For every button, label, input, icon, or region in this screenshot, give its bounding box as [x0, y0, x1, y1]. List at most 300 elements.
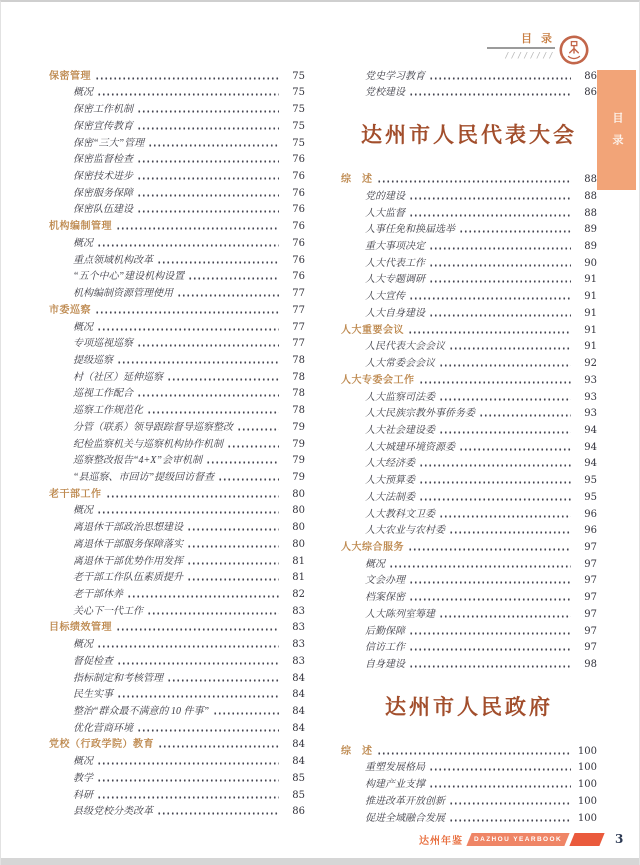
toc-column-left — [49, 66, 305, 818]
corner-divider — [487, 47, 555, 49]
dot-leader — [188, 277, 279, 280]
side-tab-toc[interactable] — [597, 70, 636, 190]
toc-entry-label: 人民代表大会会议 — [365, 341, 445, 353]
dot-leader — [409, 297, 571, 300]
toc-entry[interactable] — [49, 116, 305, 133]
toc-entry-label: 人大代表工作 — [365, 257, 425, 269]
toc-entry[interactable] — [49, 701, 305, 718]
toc-entry-page: 91 — [584, 307, 597, 319]
dot-leader — [237, 428, 279, 431]
toc-entry-page: 79 — [292, 471, 305, 483]
corner-hatch: //////// — [504, 51, 555, 60]
dot-leader — [117, 695, 279, 698]
toc-entry-page: 79 — [292, 438, 305, 450]
toc-entry-page: 79 — [292, 455, 305, 467]
side-tab-label: 目录 — [611, 112, 623, 156]
toc-entry[interactable] — [49, 484, 305, 501]
dot-leader — [137, 127, 279, 130]
toc-entry-page: 76 — [292, 171, 305, 183]
toc-entry-page: 100 — [577, 762, 597, 774]
toc-entry-label: 保密工作机制 — [73, 104, 133, 116]
toc-entry-page: 86 — [292, 806, 305, 818]
dot-leader — [218, 478, 279, 481]
dot-leader — [449, 531, 571, 534]
dot-leader — [97, 328, 279, 331]
toc-entry-page: 92 — [584, 358, 597, 370]
toc-entry[interactable] — [49, 601, 305, 618]
toc-entry-label: 人大常委会会议 — [365, 358, 435, 370]
toc-entry-label: 重点领域机构改革 — [73, 254, 153, 266]
toc-entry-label: 离退休干部服务保障落实 — [73, 538, 183, 550]
toc-entry[interactable] — [49, 334, 305, 351]
toc-entry[interactable] — [49, 768, 305, 785]
toc-entry-label: 巡察工作规范化 — [73, 405, 143, 417]
dot-leader — [116, 628, 279, 631]
toc-entry-label: 概况 — [73, 237, 93, 249]
toc-entry[interactable] — [341, 337, 597, 354]
toc-entry-label: 机构编制管理 — [49, 221, 112, 233]
toc-entry-page: 100 — [577, 795, 597, 807]
toc-entry-page: 93 — [584, 391, 597, 403]
dot-leader — [419, 498, 571, 501]
dot-leader — [187, 528, 279, 531]
toc-entry-label: 县级党校分类改革 — [73, 806, 153, 818]
toc-entry-label: 人大重要会议 — [341, 324, 404, 336]
dot-leader — [439, 364, 571, 367]
toc-entry-page: 84 — [292, 739, 305, 751]
toc-entry-label: 保密管理 — [49, 70, 91, 82]
dot-leader — [439, 398, 571, 401]
toc-entry[interactable] — [341, 808, 597, 825]
toc-entry[interactable] — [49, 751, 305, 768]
toc-entry[interactable] — [49, 685, 305, 702]
dot-leader — [97, 93, 279, 96]
toc-entry-label: 人大预算委 — [365, 475, 415, 487]
dot-leader — [116, 227, 279, 230]
toc-entry-label: 纪检监察机关与巡察机构协作机制 — [73, 438, 223, 450]
dot-leader — [157, 261, 279, 264]
dot-leader — [167, 679, 279, 682]
toc-entry-page: 96 — [584, 525, 597, 537]
dot-leader — [429, 247, 571, 250]
dot-leader — [97, 511, 279, 514]
toc-entry[interactable] — [341, 621, 597, 638]
page-number: 3 — [615, 832, 624, 846]
toc-entry[interactable] — [49, 634, 305, 651]
dot-leader — [429, 768, 571, 771]
toc-entry-label: 人事任免和换届选举 — [365, 224, 455, 236]
dot-leader — [127, 595, 279, 598]
toc-entry[interactable] — [341, 66, 597, 83]
toc-entry-label: 重大事项决定 — [365, 241, 425, 253]
toc-entry[interactable] — [341, 387, 597, 404]
dot-leader — [137, 194, 279, 197]
dot-leader — [227, 445, 279, 448]
toc-entry-label: 市委巡察 — [49, 304, 91, 316]
dot-leader — [158, 745, 279, 748]
toc-entry[interactable] — [49, 451, 305, 468]
corner-label: 目 录 — [520, 33, 555, 45]
toc-entry-page: 97 — [584, 558, 597, 570]
toc-entry-page: 82 — [292, 589, 305, 600]
toc-entry[interactable] — [341, 83, 597, 100]
toc-entry-label: 村（社区）延伸巡察 — [73, 371, 163, 383]
dot-leader — [117, 361, 279, 364]
toc-entry-page: 100 — [577, 779, 597, 791]
toc-entry[interactable] — [49, 668, 305, 685]
toc-entry[interactable] — [49, 66, 305, 83]
dot-leader — [439, 515, 571, 518]
toc-entry-page: 80 — [292, 488, 305, 500]
toc-entry-page: 76 — [292, 237, 305, 249]
toc-entry-page: 84 — [292, 722, 305, 734]
toc-entry[interactable] — [341, 504, 597, 521]
toc-entry[interactable] — [49, 367, 305, 384]
toc-entry[interactable] — [49, 283, 305, 300]
toc-entry-label: 保密宣传教育 — [73, 120, 133, 132]
toc-entry-label: 党校建设 — [365, 87, 405, 99]
toc-entry-label: 党校（行政学院）教育 — [49, 739, 154, 751]
toc-entry[interactable] — [341, 303, 597, 320]
dot-leader — [408, 548, 571, 551]
toc-entry-label: 促进全域融合发展 — [365, 812, 445, 824]
toc-entry[interactable] — [49, 467, 305, 484]
toc-entry-label: 概况 — [73, 321, 93, 333]
dot-leader — [137, 344, 279, 347]
dot-leader — [409, 214, 571, 217]
toc-entry-label: 整治“群众最不满意的 10 件事” — [73, 706, 210, 718]
toc-entry-page: 84 — [292, 689, 305, 701]
toc-entry-page: 75 — [292, 104, 305, 116]
toc-entry-label: 督促检查 — [73, 655, 113, 667]
toc-entry-page: 78 — [292, 405, 305, 417]
toc-entry[interactable] — [341, 791, 597, 808]
toc-entry[interactable] — [341, 537, 597, 554]
toc-entry-label: 人大综合服务 — [341, 541, 404, 553]
toc-entry-label: 重塑发展格局 — [365, 762, 425, 774]
toc-entry-label: 概况 — [73, 639, 93, 651]
dot-leader — [106, 495, 280, 498]
dot-leader — [409, 598, 571, 601]
toc-entry[interactable] — [49, 534, 305, 551]
toc-entry-label: 后勤保障 — [365, 625, 405, 637]
toc-entry-page: 84 — [292, 706, 305, 718]
toc-entry-page: 97 — [584, 541, 597, 553]
toc-entry-label: 保密队伍建设 — [73, 204, 133, 216]
toc-entry-page: 75 — [292, 137, 305, 149]
toc-entry-page: 97 — [584, 642, 597, 654]
toc-entry-page: 78 — [292, 388, 305, 400]
toc-entry[interactable] — [49, 384, 305, 401]
dot-leader — [419, 464, 571, 467]
toc-entry-page: 78 — [292, 354, 305, 366]
toc-entry-page: 83 — [292, 605, 305, 617]
toc-entry[interactable] — [49, 99, 305, 116]
toc-entry-page: 76 — [292, 254, 305, 266]
footer-banner — [466, 833, 569, 846]
toc-entry-label: 巡视工作配合 — [73, 388, 133, 400]
dot-leader — [147, 612, 279, 615]
toc-entry[interactable] — [341, 554, 597, 571]
dot-leader — [409, 581, 571, 584]
toc-entry[interactable] — [341, 521, 597, 538]
toc-entry[interactable] — [341, 236, 597, 253]
toc-entry-label: 指标制定和考核管理 — [73, 672, 163, 684]
toc-entry-page: 90 — [584, 257, 597, 269]
toc-entry-label: 人大法制委 — [365, 491, 415, 503]
toc-entry-page: 75 — [292, 120, 305, 132]
toc-entry[interactable] — [341, 404, 597, 421]
toc-entry-label: 巡察整改报告“4+X”会审机制 — [73, 455, 202, 467]
toc-entry-page: 97 — [584, 592, 597, 604]
toc-column-right — [341, 66, 597, 825]
dot-leader — [147, 411, 279, 414]
toc-entry-page: 95 — [584, 491, 597, 503]
toc-entry-page: 94 — [584, 424, 597, 436]
toc-entry-label: 文会办理 — [365, 575, 405, 587]
toc-entry[interactable] — [341, 270, 597, 287]
dot-leader — [449, 802, 571, 805]
toc-entry[interactable] — [49, 517, 305, 534]
toc-entry-page: 93 — [584, 374, 597, 386]
dot-leader — [157, 812, 279, 815]
toc-entry[interactable] — [341, 638, 597, 655]
toc-entry-page: 75 — [292, 87, 305, 99]
toc-entry-label: 自身建设 — [365, 659, 405, 670]
toc-entry[interactable] — [49, 350, 305, 367]
toc-entry[interactable] — [49, 150, 305, 167]
section-title: 达州市人民代表大会 — [361, 123, 577, 148]
toc-entry[interactable] — [341, 420, 597, 437]
toc-entry-label: 目标绩效管理 — [49, 622, 112, 634]
page-footer — [419, 831, 623, 847]
toc-entry[interactable] — [49, 618, 305, 635]
dot-leader — [213, 712, 279, 715]
toc-entry[interactable] — [341, 604, 597, 621]
toc-entry-label: 离退休干部政治思想建设 — [73, 522, 183, 534]
toc-entry[interactable] — [341, 203, 597, 220]
toc-entry-page: 100 — [577, 745, 597, 757]
dot-leader — [97, 645, 279, 648]
toc-entry-label: 人大专题调研 — [365, 274, 425, 286]
section-title: 达州市人民政府 — [385, 695, 553, 719]
toc-entry[interactable] — [341, 186, 597, 203]
toc-entry[interactable] — [341, 470, 597, 487]
toc-entry-page: 100 — [577, 812, 597, 824]
dot-leader — [177, 294, 279, 297]
dot-leader — [95, 311, 279, 314]
toc-entry-label: 民生实事 — [73, 689, 113, 701]
dot-leader — [459, 448, 571, 451]
toc-entry[interactable] — [49, 584, 305, 601]
toc-entry-page: 76 — [292, 271, 305, 283]
toc-entry-label: 保密监督检查 — [73, 154, 133, 166]
toc-entry[interactable] — [49, 651, 305, 668]
toc-entry-label: 老干部工作 — [49, 488, 102, 500]
dot-leader — [137, 394, 279, 397]
toc-entry[interactable] — [341, 741, 597, 758]
toc-entry-page: 93 — [584, 408, 597, 420]
toc-entry-label: 关心下一代工作 — [73, 605, 143, 617]
toc-entry-label: 人大社会建设委 — [365, 424, 435, 436]
toc-entry[interactable] — [341, 758, 597, 775]
dot-leader — [187, 562, 279, 565]
toc-entry-label: 构建产业支撑 — [365, 779, 425, 791]
dot-leader — [449, 347, 571, 350]
toc-entry-page: 96 — [584, 508, 597, 520]
toc-entry-label: 概况 — [73, 87, 93, 99]
toc-entry-label: 人大自身建设 — [365, 307, 425, 319]
toc-entry-label: 人大经济委 — [365, 458, 415, 470]
toc-entry-page: 84 — [292, 756, 305, 768]
footer-banner-text: DAZHOU YEARBOOK — [473, 835, 563, 843]
toc-entry-label: 人大监督 — [365, 207, 405, 219]
toc-entry-label: 信访工作 — [365, 642, 405, 654]
toc-entry[interactable] — [49, 400, 305, 417]
toc-entry-page: 94 — [584, 441, 597, 453]
toc-entry-label: 党的建设 — [365, 190, 405, 202]
toc-entry-label: “县巡察、市回访”提级回访督查 — [73, 471, 215, 483]
toc-entry[interactable] — [49, 501, 305, 518]
dot-leader — [97, 762, 279, 765]
toc-entry-page: 91 — [584, 341, 597, 353]
toc-entry-page: 88 — [584, 207, 597, 219]
toc-entry-label: 离退休干部优势作用发挥 — [73, 555, 183, 567]
toc-entry[interactable] — [49, 802, 305, 819]
dot-leader — [479, 414, 571, 417]
toc-entry-page: 77 — [292, 288, 305, 300]
toc-entry-label: 分管（联系）领导跟踪督导巡察整改 — [73, 421, 233, 433]
toc-entry[interactable] — [341, 774, 597, 791]
toc-entry-page: 97 — [584, 608, 597, 620]
toc-entry-label: 人大农业与农村委 — [365, 525, 445, 537]
toc-entry[interactable] — [49, 200, 305, 217]
toc-entry-label: 综 述 — [341, 745, 373, 757]
dot-leader — [459, 230, 571, 233]
toc-entry-label: 保密服务保障 — [73, 187, 133, 199]
toc-entry[interactable] — [49, 317, 305, 334]
toc-entry-label: 人大专委会工作 — [341, 374, 415, 386]
toc-entry-label: 人大陈列室筹建 — [365, 608, 435, 620]
toc-entry[interactable] — [49, 434, 305, 451]
toc-entry[interactable] — [341, 654, 597, 671]
dot-leader — [137, 210, 279, 213]
toc-entry-page: 75 — [292, 70, 305, 82]
toc-entry[interactable] — [49, 183, 305, 200]
toc-entry[interactable] — [49, 216, 305, 233]
toc-entry[interactable] — [49, 785, 305, 802]
toc-entry[interactable] — [341, 437, 597, 454]
dot-leader — [429, 264, 571, 267]
toc-entry-page: 81 — [292, 572, 305, 584]
dot-leader — [439, 615, 571, 618]
toc-entry-page: 86 — [584, 70, 597, 82]
toc-entry-label: 机构编制资源管理使用 — [73, 288, 173, 300]
toc-entry[interactable] — [341, 253, 597, 270]
dot-leader — [97, 779, 279, 782]
toc-entry-page: 91 — [584, 274, 597, 286]
toc-entry[interactable] — [341, 370, 597, 387]
toc-entry-page: 97 — [584, 625, 597, 637]
toc-entry-page: 88 — [584, 190, 597, 202]
toc-entry-page: 91 — [584, 324, 597, 336]
dot-leader — [408, 331, 571, 334]
toc-entry-label: 老干部工作队伍素质提升 — [73, 572, 183, 584]
dot-leader — [148, 144, 279, 147]
toc-entry-page: 76 — [292, 154, 305, 166]
toc-entry[interactable] — [341, 353, 597, 370]
toc-entry[interactable] — [49, 83, 305, 100]
dot-leader — [95, 77, 279, 80]
toc-entry-label: 人大城建环境资源委 — [365, 441, 455, 453]
dot-leader — [187, 545, 279, 548]
toc-entry[interactable] — [49, 133, 305, 150]
toc-entry-page: 97 — [584, 575, 597, 587]
toc-entry-label: 综 述 — [341, 174, 373, 186]
toc-entry[interactable] — [49, 267, 305, 284]
toc-entry-page: 76 — [292, 187, 305, 199]
toc-entry-label: 优化营商环境 — [73, 722, 133, 734]
toc-entry[interactable] — [49, 250, 305, 267]
dot-leader — [409, 93, 571, 96]
dot-leader — [429, 280, 571, 283]
toc-entry-page: 77 — [292, 304, 305, 316]
toc-entry[interactable] — [49, 233, 305, 250]
dot-leader — [97, 244, 279, 247]
toc-entry[interactable] — [341, 454, 597, 471]
toc-entry-label: 概况 — [73, 505, 93, 517]
dot-leader — [97, 796, 279, 799]
dot-leader — [419, 481, 571, 484]
toc-entry[interactable] — [49, 166, 305, 183]
toc-entry[interactable] — [341, 487, 597, 504]
toc-entry[interactable] — [49, 735, 305, 752]
toc-entry-page: 76 — [292, 204, 305, 216]
toc-entry-page: 84 — [292, 672, 305, 684]
toc-entry-page: 81 — [292, 555, 305, 567]
toc-entry-label: 专项巡视巡察 — [73, 338, 133, 350]
toc-entry[interactable] — [341, 587, 597, 604]
toc-entry-page: 85 — [292, 772, 305, 784]
toc-entry-label: 概况 — [73, 756, 93, 768]
dot-leader — [429, 77, 571, 80]
toc-entry-label: 人大监察司法委 — [365, 391, 435, 403]
dot-leader — [137, 729, 279, 732]
toc-entry[interactable] — [341, 571, 597, 588]
toc-entry-page: 95 — [584, 475, 597, 487]
toc-entry[interactable] — [341, 320, 597, 337]
footer-accent-shape — [569, 833, 604, 846]
footer-brand: 达州年鉴 — [419, 835, 463, 847]
toc-entry-page: 80 — [292, 505, 305, 517]
toc-entry[interactable] — [341, 286, 597, 303]
toc-entry-page: 85 — [292, 789, 305, 801]
toc-entry-page: 78 — [292, 371, 305, 383]
dot-leader — [409, 648, 571, 651]
toc-entry[interactable] — [49, 568, 305, 585]
toc-entry[interactable] — [49, 718, 305, 735]
toc-entry[interactable] — [49, 300, 305, 317]
toc-entry[interactable] — [49, 551, 305, 568]
page-edge — [1, 858, 639, 865]
toc-entry[interactable] — [49, 417, 305, 434]
toc-entry[interactable] — [341, 220, 597, 237]
toc-entry-page: 88 — [584, 174, 597, 186]
dot-leader — [137, 177, 279, 180]
dot-leader — [419, 381, 572, 384]
toc-entry[interactable] — [341, 169, 597, 186]
toc-entry-page: 86 — [584, 87, 597, 99]
